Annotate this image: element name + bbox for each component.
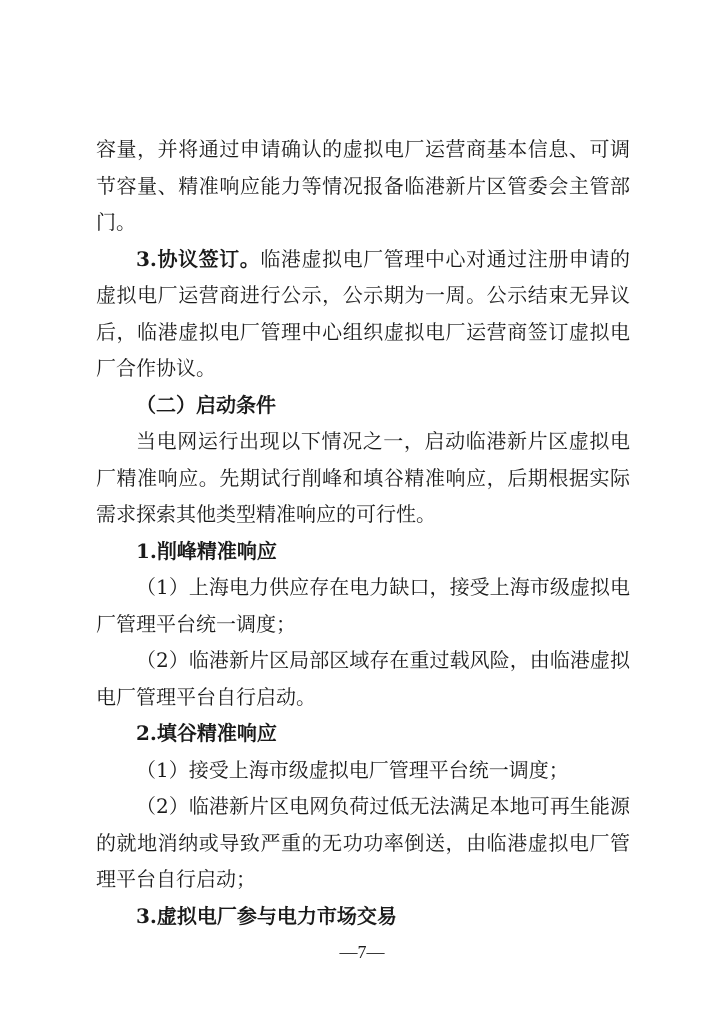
paragraph-registration-report: 容量，并将通过申请确认的虚拟电厂运营商基本信息、可调节容量、精准响应能力等情况报备临港新片区管委会主管部门。: [96, 137, 630, 234]
agreement-signing-lead: 3.协议签订。: [136, 246, 261, 271]
peak-shaving-item-1: （1）上海电力供应存在电力缺口，接受上海市级虚拟电厂管理平台统一调度；: [96, 575, 630, 636]
paragraph-agreement-signing: [96, 241, 630, 387]
document-body: [96, 131, 630, 934]
heading-market-trading: 3.虚拟电厂参与电力市场交易: [136, 903, 397, 928]
paragraph-start-conditions: 当电网运行出现以下情况之一，启动临港新片区虚拟电厂精准响应。先期试行削峰和填谷精准响应，后期根据实际需求探索其他类型精准响应的可行性。: [96, 429, 630, 526]
agreement-signing-text: 临港虚拟电厂管理中心对通过注册申请的虚拟电厂运营商进行公示，公示期为一周。公示结束无异议后，临港虚拟电厂管理中心组织虚拟电厂运营商签订虚拟电厂合作协议。: [96, 246, 631, 380]
heading-start-conditions: （二）启动条件: [136, 392, 276, 417]
valley-filling-item-2: （2）临港新片区电网负荷过低无法满足本地可再生能源的就地消纳或导致严重的无功功率倒送，由临港虚拟电厂管理平台自行启动；: [96, 794, 630, 891]
valley-filling-item-1: （1）接受上海市级虚拟电厂管理平台统一调度；: [136, 757, 569, 782]
heading-peak-shaving: 1.削峰精准响应: [136, 538, 277, 563]
page-number: —7—: [339, 942, 385, 962]
peak-shaving-item-2: （2）临港新片区局部区域存在重过载风险，由临港虚拟电厂管理平台自行启动。: [96, 648, 630, 709]
heading-valley-filling: 2.填谷精准响应: [136, 721, 277, 745]
